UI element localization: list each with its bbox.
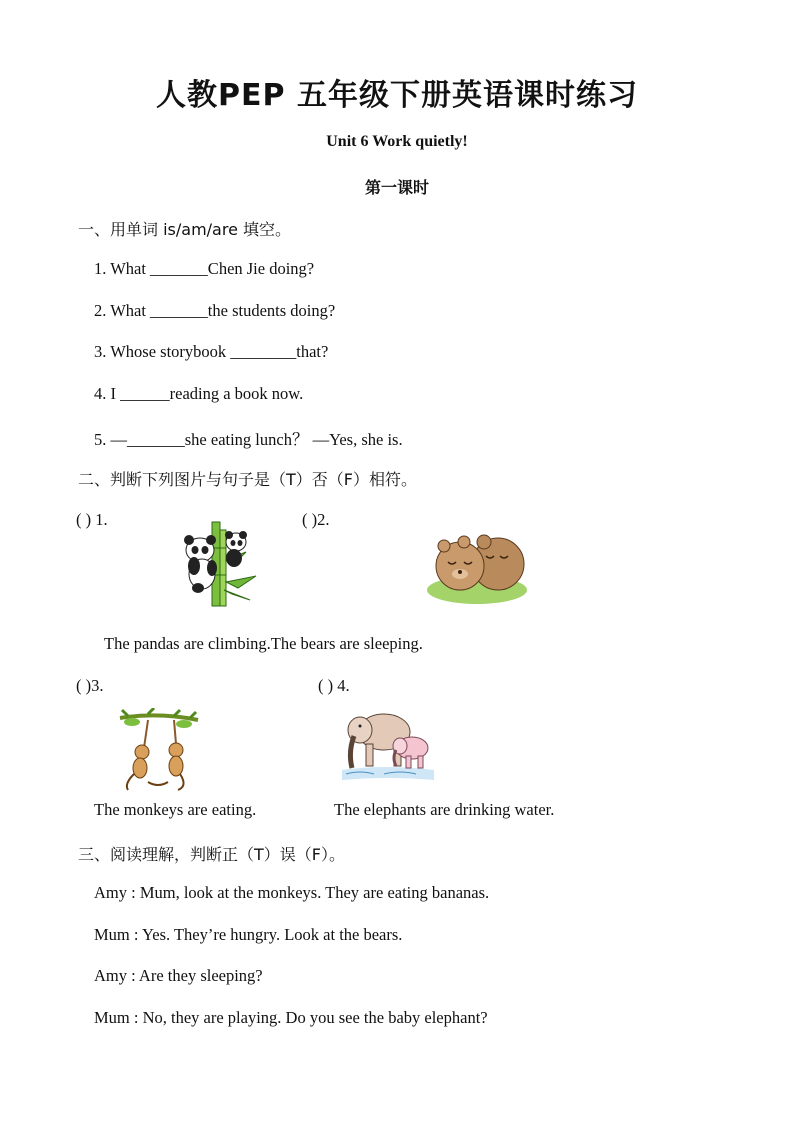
fill-item-4: 4. I ______reading a book now.: [94, 384, 304, 403]
unit-title: Unit 6 Work quietly!: [326, 133, 468, 150]
fill-item-1: 1. What _______Chen Jie doing?: [94, 259, 315, 278]
dialogue-line-2: Mum : Yes. They’re hungry. Look at the bears.: [94, 925, 403, 944]
lesson-label: 第一课时: [364, 178, 429, 197]
dialogue-line-3: Amy : Are they sleeping?: [94, 966, 263, 985]
section1-heading: 一、用单词 is/am/are 填空。: [78, 220, 292, 239]
judge-sentence-row1: The pandas are climbing.The bears are sleeping.: [104, 634, 423, 653]
section2-heading: 二、判断下列图片与句子是（T）否（F）相符。: [78, 470, 417, 489]
elephants-drinking-picture: [340, 704, 436, 784]
dialogue-line-1: Amy : Mum, look at the monkeys. They are eating bananas.: [94, 883, 490, 902]
judge-marker-3: ( )3.: [76, 676, 104, 695]
judge-marker-4: ( ) 4.: [318, 676, 350, 695]
judge-marker-2: ( )2.: [302, 510, 330, 529]
page-title: 人教PEP 五年级下册英语课时练习: [156, 78, 638, 113]
pandas-climbing-picture: [176, 520, 264, 608]
monkeys-swinging-picture: [118, 708, 200, 794]
dialogue-line-4: Mum : No, they are playing. Do you see the baby elephant?: [94, 1008, 488, 1027]
fill-item-3: 3. Whose storybook ________that?: [94, 342, 329, 361]
bears-sleeping-picture: [424, 516, 530, 608]
judge-marker-1: ( ) 1.: [76, 510, 108, 529]
fill-item-5: 5. —_______she eating lunch？ —Yes, she is.: [94, 430, 403, 449]
section3-heading: 三、阅读理解，判断正（T）误（F）。: [78, 845, 345, 864]
judge-sentence-3: The monkeys are eating.: [94, 800, 257, 819]
judge-sentence-4: The elephants are drinking water.: [334, 800, 555, 819]
fill-item-2: 2. What _______the students doing?: [94, 301, 336, 320]
